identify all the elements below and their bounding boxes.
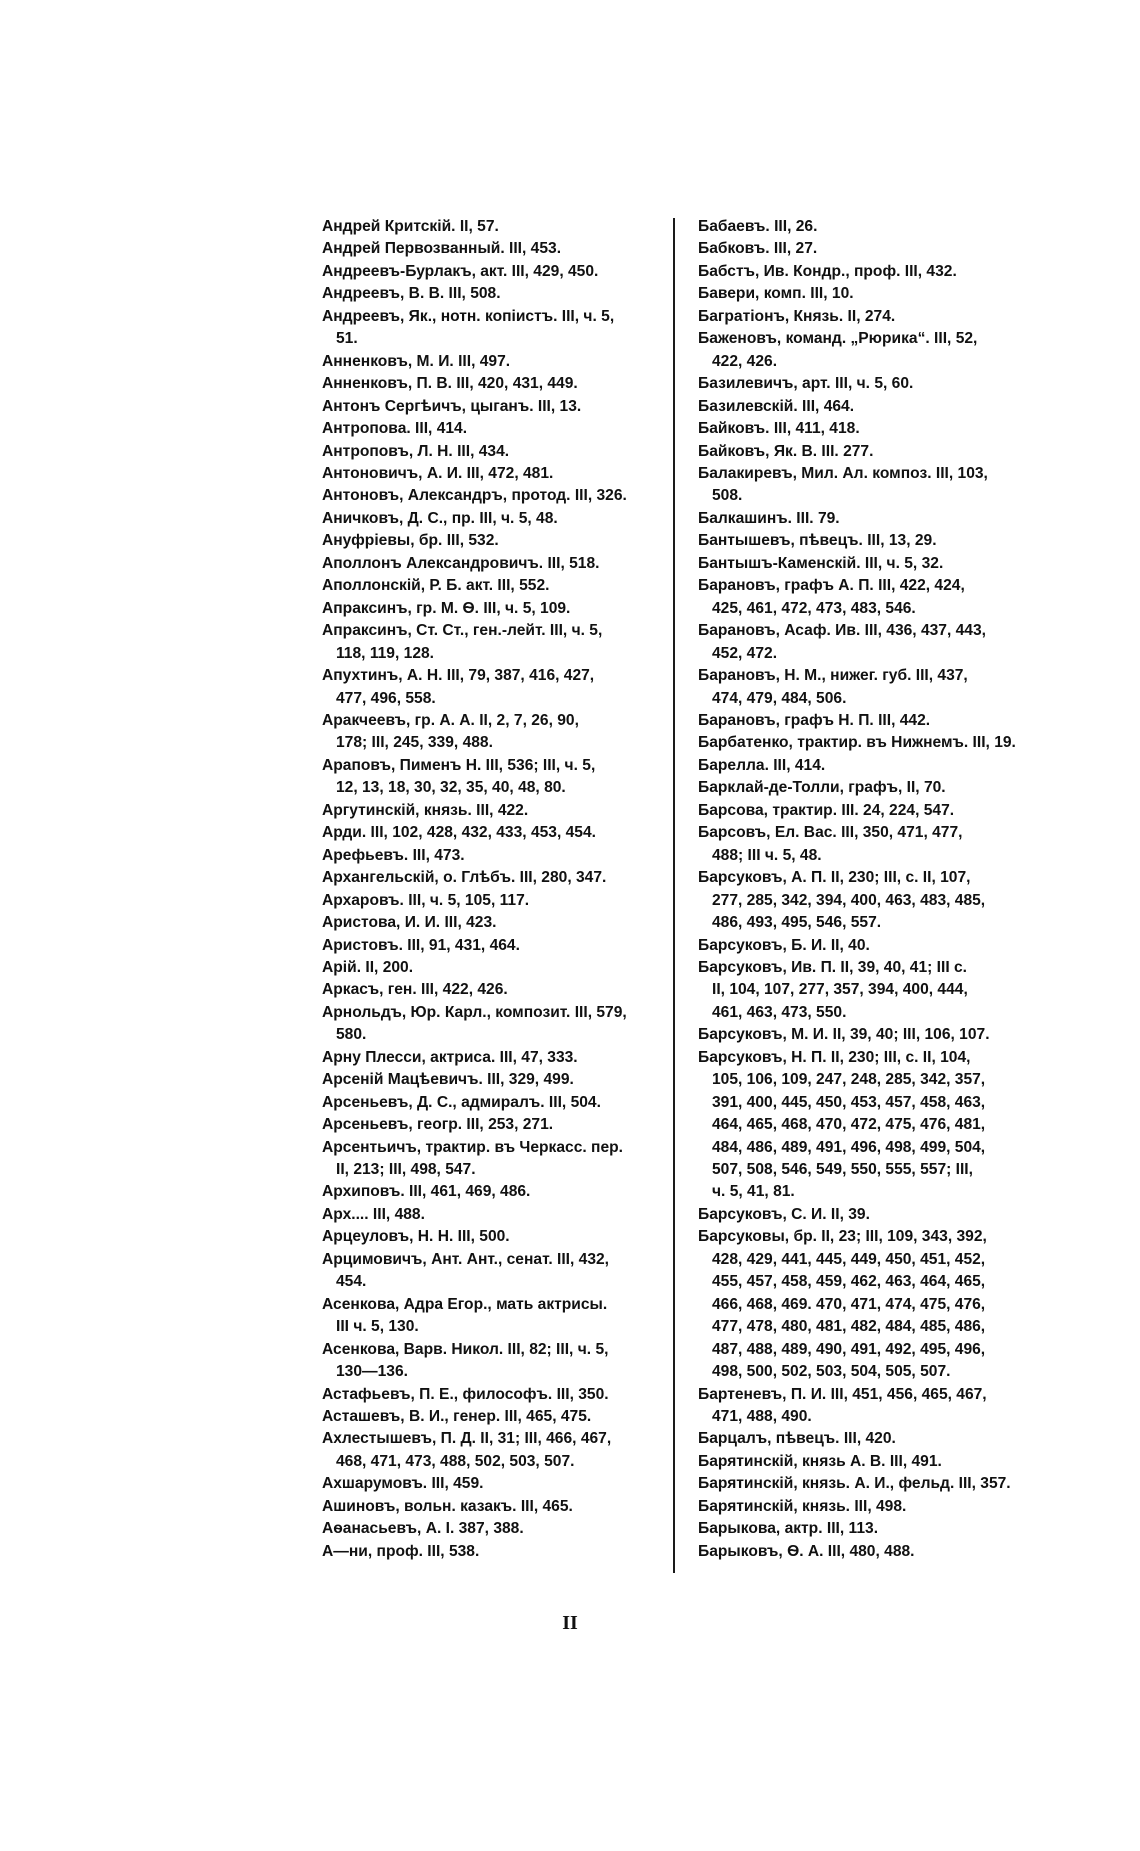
index-entry (322, 1518, 647, 1540)
entry-continuation: 477, 478, 480, 481, 482, 484, 485, 486, (712, 1318, 986, 1336)
entry-text: Арсеньевъ, геогр. III, 253, 271. (322, 1116, 554, 1134)
entry-text: Арцимовичъ, Ант. Ант., сенат. III, 432, (322, 1250, 610, 1268)
index-entry (698, 283, 1023, 305)
entry-continuation: 508. (712, 487, 743, 505)
index-entry (322, 912, 647, 934)
index-entry (698, 957, 1023, 1024)
index-entry (322, 530, 647, 552)
entry-continuation: 466, 468, 469. 470, 471, 474, 475, 476, (712, 1295, 986, 1313)
entry-text: Аргутинскій, князь. III, 422. (322, 801, 529, 819)
index-entry (698, 1496, 1023, 1518)
entry-text: Асенкова, Варв. Никол. III, 82; III, ч. 5, (322, 1340, 609, 1358)
index-entry (322, 1002, 647, 1047)
index-entry (322, 867, 647, 889)
entry-text: Апраксинъ, гр. М. Ѳ. III, ч. 5, 109. (322, 599, 571, 617)
entry-text: Бабстъ, Ив. Кондр., проф. III, 432. (698, 262, 957, 280)
entry-text: Барсуковы, бр. II, 23; III, 109, 343, 392, (698, 1228, 987, 1246)
entry-text: Бартеневъ, П. И. III, 451, 456, 465, 467, (698, 1385, 987, 1403)
entry-text: Барыковъ, Ѳ. А. III, 480, 488. (698, 1542, 915, 1560)
index-entry (322, 261, 647, 283)
entry-continuation: II, 213; III, 498, 547. (336, 1161, 476, 1179)
index-entry (322, 979, 647, 1001)
index-entry (322, 1541, 647, 1563)
entry-text: Ахшарумовъ. III, 459. (322, 1475, 484, 1493)
index-entry (322, 418, 647, 440)
index-entry (322, 845, 647, 867)
index-entry (322, 1473, 647, 1495)
index-entry (698, 935, 1023, 957)
entry-text: Архаровъ. III, ч. 5, 105, 117. (322, 891, 530, 909)
index-entry (322, 665, 647, 710)
entry-continuation: 486, 493, 495, 546, 557. (712, 914, 882, 932)
index-entry (698, 575, 1023, 620)
entry-text: Балкашинъ. III. 79. (698, 509, 840, 527)
entry-continuation: 488; III ч. 5, 48. (712, 846, 822, 864)
index-entry (698, 396, 1023, 418)
entry-continuation: 487, 488, 489, 490, 491, 492, 495, 496, (712, 1340, 986, 1358)
entry-text: Барсуковъ, М. И. II, 39, 40; III, 106, 107. (698, 1026, 990, 1044)
index-entry (322, 351, 647, 373)
entry-text: Барятинскій, князь А. В. III, 491. (698, 1452, 942, 1470)
entry-text: Аракчеевъ, гр. А. А. II, 2, 7, 26, 90, (322, 711, 579, 729)
entry-text: Асенкова, Адра Егор., мать актрисы. (322, 1295, 608, 1313)
entry-text: Барсуковъ, Б. И. II, 40. (698, 936, 870, 954)
index-entry (322, 1249, 647, 1294)
index-entry (322, 396, 647, 418)
entry-text: Ануфріевы, бр. III, 532. (322, 532, 499, 550)
index-entry (698, 441, 1023, 463)
entry-continuation: 428, 429, 441, 445, 449, 450, 451, 452, (712, 1250, 986, 1268)
index-entry (698, 710, 1023, 732)
entry-text: Барановъ, графъ Н. П. III, 442. (698, 711, 931, 729)
entry-text: Баженовъ, команд. „Рюрика“. III, 52, (698, 330, 978, 348)
entry-text: Апраксинъ, Ст. Ст., ген.-лейт. III, ч. 5, (322, 622, 603, 640)
index-entry (698, 800, 1023, 822)
entry-continuation: 498, 500, 502, 503, 504, 505, 507. (712, 1363, 951, 1381)
entry-text: Барановъ, графъ А. П. III, 422, 424, (698, 577, 965, 595)
entry-text: Аполлонскій, Р. Б. акт. III, 552. (322, 577, 550, 595)
entry-continuation: 422, 426. (712, 352, 778, 370)
entry-text: Арефьевъ. III, 473. (322, 846, 465, 864)
entry-text: Архиповъ. III, 461, 469, 486. (322, 1183, 531, 1201)
entry-text: Бавери, комп. III, 10. (698, 285, 854, 303)
entry-continuation: 468, 471, 473, 488, 502, 503, 507. (336, 1452, 575, 1470)
index-entry (698, 1384, 1023, 1429)
entry-continuation: 461, 463, 473, 550. (712, 1003, 847, 1021)
index-entry (698, 553, 1023, 575)
entry-continuation: 507, 508, 546, 549, 550, 555, 557; III, (712, 1161, 973, 1179)
entry-text: Барыкова, актр. III, 113. (698, 1520, 879, 1538)
entry-continuation: 471, 488, 490. (712, 1408, 812, 1426)
index-entry (322, 306, 647, 351)
index-entry (698, 732, 1023, 754)
index-entry (698, 306, 1023, 328)
index-entry (698, 261, 1023, 283)
entry-continuation: II, 104, 107, 277, 357, 394, 400, 444, (712, 981, 968, 999)
entry-continuation: 51. (336, 330, 358, 348)
entry-text: Антроповъ, Л. Н. III, 434. (322, 442, 510, 460)
index-entry (322, 1294, 647, 1339)
entry-continuation: 277, 285, 342, 394, 400, 463, 483, 485, (712, 891, 986, 909)
index-entry (698, 1047, 1023, 1204)
index-entry (698, 1226, 1023, 1383)
index-entry (322, 620, 647, 665)
entry-text: Антоновичъ, А. И. III, 472, 481. (322, 464, 554, 482)
index-entry (698, 1541, 1023, 1563)
index-entry (322, 373, 647, 395)
entry-text: Аркасъ, ген. III, 422, 426. (322, 981, 508, 999)
entry-text: Барклай-де-Толли, графъ, II, 70. (698, 779, 946, 797)
entry-text: Барановъ, Н. М., нижег. губ. III, 437, (698, 667, 968, 685)
entry-text: Барсуковъ, Ив. П. II, 39, 40, 41; III с. (698, 958, 967, 976)
entry-text: Барбатенко, трактир. въ Нижнемъ. III, 19. (698, 734, 1016, 752)
entry-continuation: 477, 496, 558. (336, 689, 436, 707)
entry-text: Андреевъ-Бурлакъ, акт. III, 429, 450. (322, 262, 599, 280)
entry-text: Аничковъ, Д. С., пр. III, ч. 5, 48. (322, 509, 558, 527)
entry-text: Бантышъ-Каменскій. III, ч. 5, 32. (698, 554, 944, 572)
entry-text: Антоновъ, Александръ, протод. III, 326. (322, 487, 627, 505)
entry-text: Арій. II, 200. (322, 958, 414, 976)
entry-text: Арсеньевъ, Д. С., адмиралъ. III, 504. (322, 1093, 601, 1111)
entry-text: Базилевскій. III, 464. (698, 397, 855, 415)
index-entry (322, 441, 647, 463)
entry-continuation: 452, 472. (712, 644, 778, 662)
index-entry (322, 553, 647, 575)
index-entry (322, 1204, 647, 1226)
entry-continuation: 464, 465, 468, 470, 472, 475, 476, 481, (712, 1116, 986, 1134)
index-entry (322, 755, 647, 800)
entry-text: Астафьевъ, П. Е., философъ. III, 350. (322, 1385, 609, 1403)
entry-text: Аѳанасьевъ, А. I. 387, 388. (322, 1520, 524, 1538)
entry-text: Барсова, трактир. III. 24, 224, 547. (698, 801, 955, 819)
index-entry (322, 598, 647, 620)
entry-text: Арди. III, 102, 428, 432, 433, 453, 454. (322, 824, 596, 842)
entry-text: Асташевъ, В. И., генер. III, 465, 475. (322, 1408, 592, 1426)
entry-continuation: 118, 119, 128. (336, 644, 434, 662)
entry-text: А—ни, проф. III, 538. (322, 1542, 480, 1560)
entry-continuation: III ч. 5, 130. (336, 1318, 419, 1336)
index-entry (698, 1428, 1023, 1450)
index-entry (698, 1518, 1023, 1540)
entry-text: Арсеній Мацѣевичъ. III, 329, 499. (322, 1071, 574, 1089)
index-entry (322, 1496, 647, 1518)
column-divider (673, 218, 675, 1573)
index-entry (698, 1473, 1023, 1495)
entry-text: Барсуковъ, Н. П. II, 230; III, с. II, 104, (698, 1048, 971, 1066)
index-entry (322, 463, 647, 485)
entry-continuation: 130—136. (336, 1363, 408, 1381)
index-entry (698, 373, 1023, 395)
index-entry (322, 822, 647, 844)
index-entry (322, 710, 647, 755)
index-entry (698, 777, 1023, 799)
index-entry (322, 1428, 647, 1473)
index-column-right (698, 216, 1023, 1563)
index-entry (322, 935, 647, 957)
entry-text: Аристова, И. И. III, 423. (322, 914, 497, 932)
entry-text: Антонъ Сергѣичъ, цыганъ. III, 13. (322, 397, 582, 415)
index-entry (322, 575, 647, 597)
index-entry (698, 620, 1023, 665)
index-entry (322, 1226, 647, 1248)
entry-text: Антропова. III, 414. (322, 420, 468, 438)
entry-text: Аристовъ. III, 91, 431, 464. (322, 936, 520, 954)
index-entry (322, 238, 647, 260)
page-number: II (562, 1612, 578, 1634)
index-entry (698, 463, 1023, 508)
entry-text: Арну Плесси, актриса. III, 47, 333. (322, 1048, 578, 1066)
index-entry (322, 1181, 647, 1203)
entry-text: Арцеуловъ, Н. Н. III, 500. (322, 1228, 510, 1246)
entry-text: Бабковъ. III, 27. (698, 240, 818, 258)
entry-text: Барятинскій, князь. А. И., фельд. III, 357. (698, 1475, 1011, 1493)
entry-text: Барановъ, Асаф. Ив. III, 436, 437, 443, (698, 622, 986, 640)
index-entry (322, 485, 647, 507)
entry-continuation: 455, 457, 458, 459, 462, 463, 464, 465, (712, 1273, 986, 1291)
entry-text: Барцалъ, пѣвецъ. III, 420. (698, 1430, 896, 1448)
index-entry (698, 1024, 1023, 1046)
entry-text: Багратіонъ, Князь. II, 274. (698, 307, 896, 325)
entry-text: Байковъ, Як. В. III. 277. (698, 442, 874, 460)
entry-text: Ашиновъ, вольн. казакъ. III, 465. (322, 1497, 573, 1515)
index-entry (322, 216, 647, 238)
entry-continuation: 454. (336, 1273, 367, 1291)
entry-text: Ахлестышевъ, П. Д. II, 31; III, 466, 467, (322, 1430, 612, 1448)
index-entry (322, 1384, 647, 1406)
entry-text: Андрей Критскій. II, 57. (322, 218, 499, 235)
entry-text: Арх.... III, 488. (322, 1205, 425, 1223)
index-entry (322, 800, 647, 822)
entry-continuation: 178; III, 245, 339, 488. (336, 734, 493, 752)
entry-text: Анненковъ, П. В. III, 420, 431, 449. (322, 375, 578, 393)
index-column-left (322, 216, 647, 1563)
entry-continuation: 484, 486, 489, 491, 496, 498, 499, 504, (712, 1138, 986, 1156)
index-entry (698, 822, 1023, 867)
entry-text: Анненковъ, М. И. III, 497. (322, 352, 511, 370)
index-entry (322, 1047, 647, 1069)
index-entry (322, 1339, 647, 1384)
entry-continuation: 474, 479, 484, 506. (712, 689, 847, 707)
entry-continuation: 12, 13, 18, 30, 32, 35, 40, 48, 80. (336, 779, 566, 797)
entry-text: Арсентьичъ, трактир. въ Черкасс. пер. (322, 1138, 623, 1156)
index-entry (322, 1092, 647, 1114)
index-entry (698, 418, 1023, 440)
entry-text: Балакиревъ, Мил. Ал. композ. III, 103, (698, 464, 988, 482)
index-entry (698, 1204, 1023, 1226)
index-entry (322, 890, 647, 912)
entry-text: Базилевичъ, арт. III, ч. 5, 60. (698, 375, 914, 393)
entry-text: Барсуковъ, А. П. II, 230; III, с. II, 107, (698, 869, 971, 887)
entry-text: Арнольдъ, Юр. Карл., композит. III, 579, (322, 1003, 627, 1021)
index-entry (698, 328, 1023, 373)
entry-text: Барелла. III, 414. (698, 756, 826, 774)
entry-text: Апухтинъ, А. Н. III, 79, 387, 416, 427, (322, 667, 595, 685)
index-entry (698, 238, 1023, 260)
entry-continuation: 580. (336, 1026, 367, 1044)
index-entry (322, 957, 647, 979)
entry-text: Бантышевъ, пѣвецъ. III, 13, 29. (698, 532, 937, 550)
index-entry (322, 508, 647, 530)
entry-continuation: 391, 400, 445, 450, 453, 457, 458, 463, (712, 1093, 986, 1111)
entry-text: Бабаевъ. III, 26. (698, 218, 818, 235)
entry-continuation: 425, 461, 472, 473, 483, 546. (712, 599, 916, 617)
entry-text: Араповъ, Пименъ Н. III, 536; III, ч. 5, (322, 756, 596, 774)
entry-continuation: ч. 5, 41, 81. (712, 1183, 795, 1201)
entry-text: Байковъ. III, 411, 418. (698, 420, 860, 438)
entry-text: Андрей Первозванный. III, 453. (322, 240, 562, 258)
index-entry (698, 508, 1023, 530)
entry-continuation: 105, 106, 109, 247, 248, 285, 342, 357, (712, 1071, 986, 1089)
entry-text: Аполлонъ Александровичъ. III, 518. (322, 554, 600, 572)
entry-text: Барятинскій, князь. III, 498. (698, 1497, 907, 1515)
index-entry (322, 283, 647, 305)
index-entry (698, 867, 1023, 934)
index-entry (698, 216, 1023, 238)
index-entry (698, 1451, 1023, 1473)
index-entry (698, 530, 1023, 552)
entry-text: Андреевъ, В. В. III, 508. (322, 285, 501, 303)
index-entry (322, 1406, 647, 1428)
index-entry (322, 1069, 647, 1091)
entry-text: Барсуковъ, С. И. II, 39. (698, 1205, 870, 1223)
index-entry (698, 755, 1023, 777)
index-entry (322, 1114, 647, 1136)
index-entry (322, 1137, 647, 1182)
index-entry (698, 665, 1023, 710)
entry-text: Андреевъ, Як., нотн. копіистъ. III, ч. 5, (322, 307, 615, 325)
entry-text: Барсовъ, Ел. Вас. III, 350, 471, 477, (698, 824, 963, 842)
entry-text: Архангельскій, о. Глѣбъ. III, 280, 347. (322, 869, 607, 887)
